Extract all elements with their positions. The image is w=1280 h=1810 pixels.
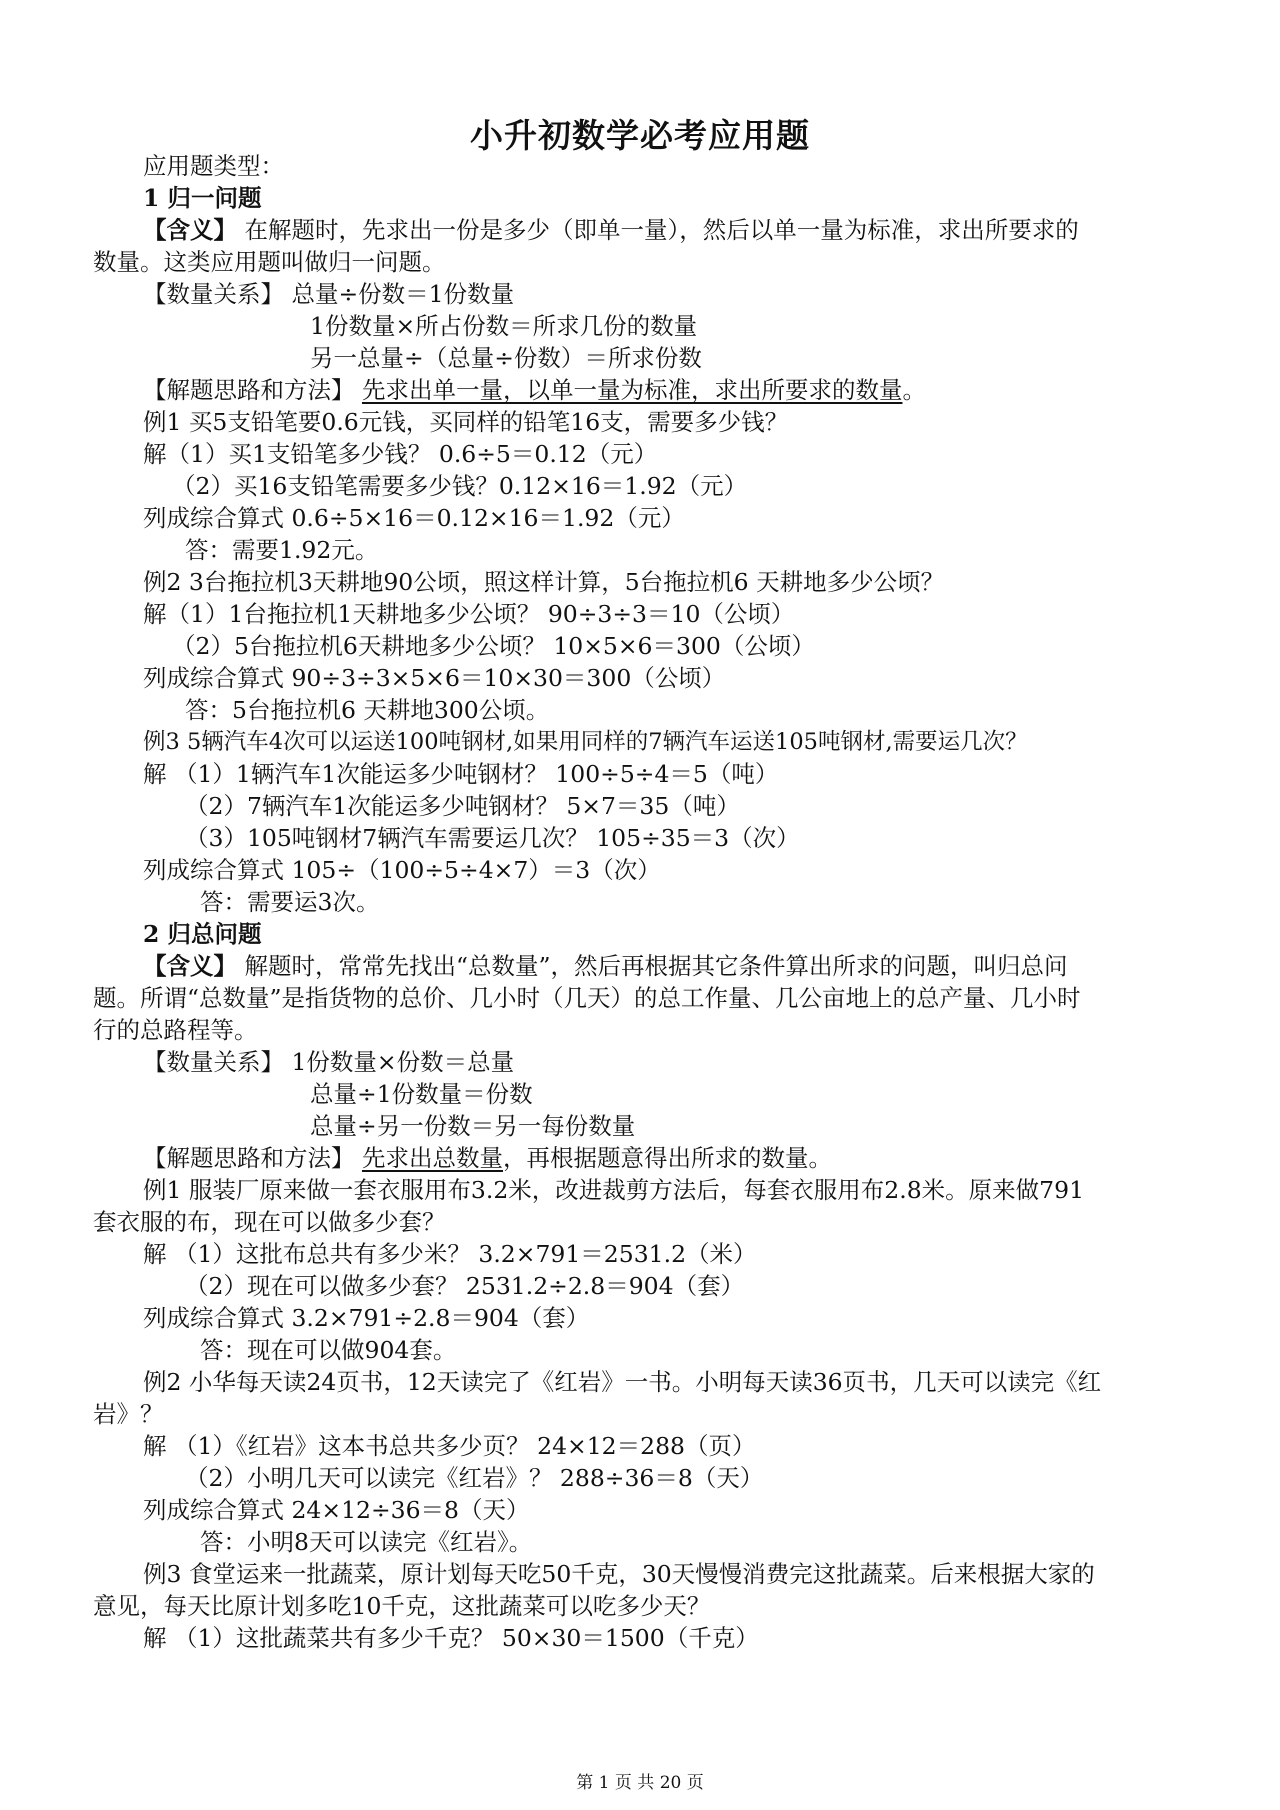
s1-ex1-question: 例1 买5支铅笔要0.6元钱，买同样的铅笔16支，需要多少钱？ bbox=[143, 408, 789, 436]
s1-ex3-combined: 列成综合算式 105÷（100÷5÷4×7）＝3（次） bbox=[143, 856, 661, 884]
s2-relation-1 bbox=[143, 1046, 514, 1078]
s1-ex1-step2: （2）买16支铅笔需要多少钱？0.12×16＝1.92（元） bbox=[172, 472, 748, 500]
s1-ex3-question: 例3 5辆汽车4次可以运送100吨钢材,如果用同样的7辆汽车运送105吨钢材,需要运几次？ bbox=[143, 729, 1028, 755]
s1-method bbox=[143, 374, 926, 406]
s1-ex2-combined: 列成综合算式 90÷3÷3×5×6＝10×30＝300（公顷） bbox=[143, 664, 726, 692]
s2-ex2-question-2: 岩》？ bbox=[93, 1400, 164, 1428]
s2-ex1-combined: 列成综合算式 3.2×791÷2.8＝904（套） bbox=[143, 1304, 590, 1332]
s2-relation-3: 总量÷另一份数＝另一每份数量 bbox=[310, 1112, 636, 1140]
s1-method-end: 。 bbox=[902, 376, 926, 404]
s2-method-label: 【解题思路和方法】 bbox=[143, 1144, 355, 1172]
s2-method-rest: ，再根据题意得出所求的数量。 bbox=[502, 1144, 832, 1172]
s1-ex2-step2: （2）5台拖拉机6天耕地多少公顷？ 10×5×6＝300（公顷） bbox=[172, 632, 815, 660]
s1-ex3-step3: （3）105吨钢材7辆汽车需要运几次？ 105÷35＝3（次） bbox=[185, 824, 800, 852]
page-footer: 第 1 页 共 20 页 bbox=[576, 1773, 704, 1793]
s2-method bbox=[143, 1142, 832, 1174]
s1-relation-1 bbox=[143, 278, 514, 310]
s2-relation-2: 总量÷1份数量＝份数 bbox=[310, 1080, 533, 1108]
s2-ex2-answer: 答：小明8天可以读完《红岩》。 bbox=[200, 1528, 533, 1556]
s2-ex3-step1: 解 （1）这批蔬菜共有多少千克？ 50×30＝1500（千克） bbox=[143, 1624, 759, 1652]
s2-ex1-question-2: 套衣服的布，现在可以做多少套？ bbox=[93, 1208, 446, 1236]
s1-definition bbox=[143, 214, 1079, 246]
s2-ex3-question: 例3 食堂运来一批蔬菜，原计划每天吃50千克，30天慢慢消费完这批蔬菜。后来根据大家的 bbox=[143, 1560, 1095, 1588]
s2-ex1-question: 例1 服装厂原来做一套衣服用布3.2米，改进裁剪方法后，每套衣服用布2.8米。原来做791 bbox=[143, 1176, 1085, 1204]
s1-ex3-step2: （2）7辆汽车1次能运多少吨钢材？ 5×7＝35（吨） bbox=[185, 792, 740, 820]
s2-ex2-combined: 列成综合算式 24×12÷36＝8（天） bbox=[143, 1496, 530, 1524]
s1-relation-3: 另一总量÷（总量÷份数）＝所求份数 bbox=[310, 344, 702, 372]
s1-rel1: 总量÷份数＝1份数量 bbox=[284, 280, 515, 308]
s1-relation-2: 1份数量×所占份数＝所求几份的数量 bbox=[310, 312, 698, 340]
s1-def-label: 【含义】 bbox=[143, 216, 237, 244]
s2-def-label: 【含义】 bbox=[143, 952, 237, 980]
s1-ex3-answer: 答：需要运3次。 bbox=[200, 888, 380, 916]
s2-ex1-answer: 答：现在可以做904套。 bbox=[200, 1336, 457, 1364]
page-title: 小升初数学必考应用题 bbox=[470, 116, 810, 155]
s1-ex2-step1: 解（1）1台拖拉机1天耕地多少公顷？ 90÷3÷3＝10（公顷） bbox=[143, 600, 795, 628]
s1-ex1-step1: 解（1）买1支铅笔多少钱？ 0.6÷5＝0.12（元） bbox=[143, 440, 658, 468]
s2-rel1: 1份数量×份数＝总量 bbox=[284, 1048, 515, 1076]
s2-definition bbox=[143, 950, 1068, 982]
s2-def-text-2: 题。所谓“总数量”是指货物的总价、几小时（几天）的总工作量、几公亩地上的总产量、几小时 bbox=[93, 984, 1081, 1012]
s2-def-text: 解题时，常常先找出“总数量”，然后再根据其它条件算出所求的问题，叫归总问 bbox=[237, 952, 1068, 980]
s2-ex1-step1: 解 （1）这批布总共有多少米？ 3.2×791＝2531.2（米） bbox=[143, 1240, 757, 1268]
s1-method-text: 先求出单一量，以单一量为标准，求出所要求的数量 bbox=[361, 376, 903, 404]
s2-ex2-step2: （2）小明几天可以读完《红岩》？ 288÷36＝8（天） bbox=[185, 1464, 764, 1492]
s1-rel-label: 【数量关系】 bbox=[143, 280, 284, 308]
section-2-heading: 2 归总问题 bbox=[143, 920, 262, 948]
s1-method-label: 【解题思路和方法】 bbox=[143, 376, 355, 404]
section-1-heading: 1 归一问题 bbox=[143, 184, 262, 212]
s1-ex3-step1: 解 （1）1辆汽车1次能运多少吨钢材？ 100÷5÷4＝5（吨） bbox=[143, 760, 779, 788]
s2-ex2-question: 例2 小华每天读24页书，12天读完了《红岩》一书。小明每天读36页书，几天可以读完《红 bbox=[143, 1368, 1102, 1396]
s2-rel-label: 【数量关系】 bbox=[143, 1048, 284, 1076]
s1-ex1-answer: 答：需要1.92元。 bbox=[185, 536, 379, 564]
s1-ex2-answer: 答：5台拖拉机6 天耕地300公顷。 bbox=[185, 696, 550, 724]
s1-def-text: 在解题时，先求出一份是多少（即单一量），然后以单一量为标准，求出所要求的 bbox=[237, 216, 1079, 244]
intro-text: 应用题类型： bbox=[143, 152, 284, 180]
s1-ex1-combined: 列成综合算式 0.6÷5×16＝0.12×16＝1.92（元） bbox=[143, 504, 685, 532]
s1-def-text-2: 数量。这类应用题叫做归一问题。 bbox=[93, 248, 446, 276]
s1-ex2-question: 例2 3台拖拉机3天耕地90公顷，照这样计算，5台拖拉机6 天耕地多少公顷？ bbox=[143, 568, 945, 596]
s2-ex1-step2: （2）现在可以做多少套？ 2531.2÷2.8＝904（套） bbox=[185, 1272, 745, 1300]
s2-method-text: 先求出总数量 bbox=[361, 1144, 503, 1172]
s2-ex3-question-2: 意见，每天比原计划多吃10千克，这批蔬菜可以吃多少天？ bbox=[93, 1592, 711, 1620]
s2-ex2-step1: 解 （1）《红岩》这本书总共多少页？ 24×12＝288（页） bbox=[143, 1432, 756, 1460]
s2-def-text-3: 行的总路程等。 bbox=[93, 1016, 258, 1044]
